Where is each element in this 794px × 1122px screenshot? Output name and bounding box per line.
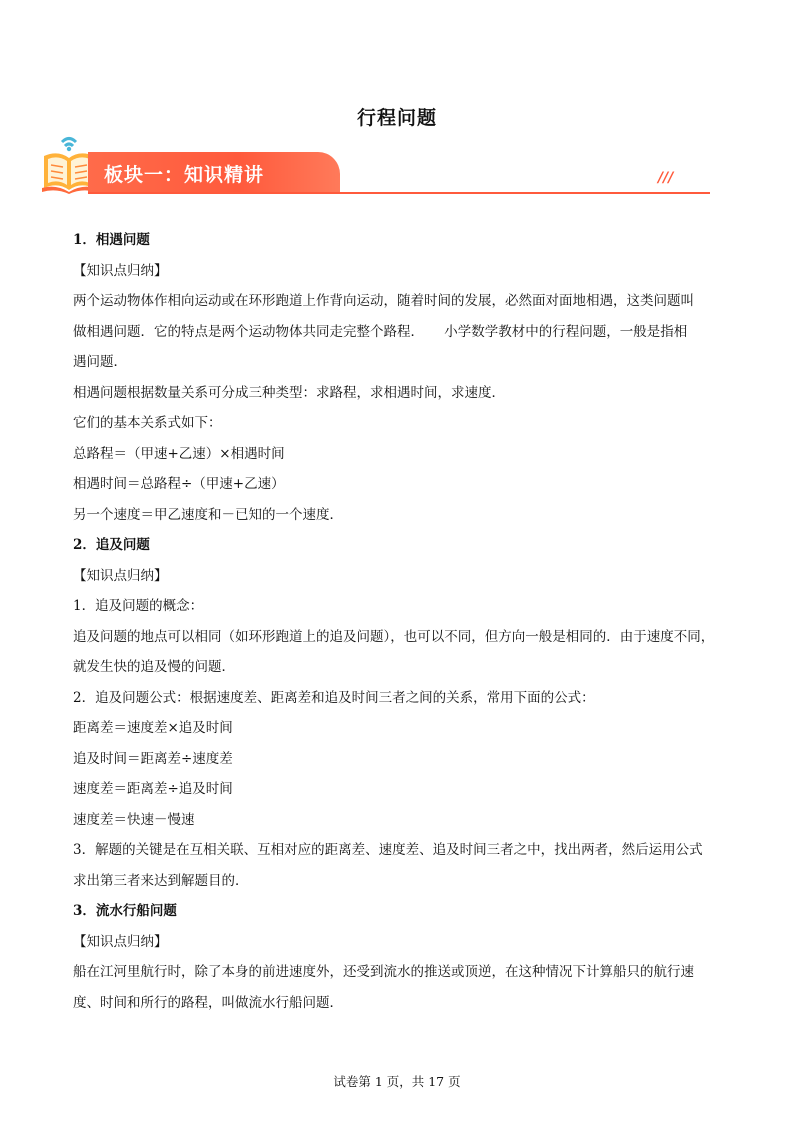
formula-line: 速度差＝距离差÷追及时间 xyxy=(73,781,233,797)
page-title: 行程问题 xyxy=(356,107,437,129)
document-body xyxy=(73,225,725,1018)
banner-underline xyxy=(88,192,710,194)
text-line: 【知识点归纳】 xyxy=(73,933,168,950)
banner-label: 板块一：知识精讲 xyxy=(104,164,265,186)
section-banner xyxy=(40,130,680,200)
text-line: 求出第三者来达到解题目的． xyxy=(73,872,249,889)
formula-line: 速度差＝快速－慢速 xyxy=(73,811,195,828)
formula-line: 总路程＝（甲速+乙速）×相遇时间 xyxy=(73,445,285,462)
formula-line: 相遇时间＝总路程÷（甲速+乙速） xyxy=(73,476,285,492)
banner-slash-decoration: /// xyxy=(658,170,674,186)
text-line: 它们的基本关系式如下： xyxy=(73,415,222,431)
text-line: 船在江河里航行时，除了本身的前进速度外，还受到流水的推送或顶逆，在这种情况下计算船只的航行速 xyxy=(73,964,694,980)
formula-line: 距离差＝速度差×追及时间 xyxy=(73,720,233,736)
text-line: 就发生快的追及慢的问题． xyxy=(73,659,235,675)
text-line: 【知识点归纳】 xyxy=(73,262,168,279)
text-line: 度、时间和所行的路程，叫做流水行船问题． xyxy=(73,994,343,1011)
section-heading: 1．相遇问题 xyxy=(73,232,150,248)
text-line: 做相遇问题．它的特点是两个运动物体共同走完整个路程． 小学数学教材中的行程问题，一般是指相 xyxy=(73,323,688,340)
text-line: 两个运动物体作相向运动或在环形跑道上作背向运动，随着时间的发展，必然面对面地相遇，这类问题叫 xyxy=(73,293,694,309)
text-line: 2．追及问题公式：根据速度差、距离差和追及时间三者之间的关系，常用下面的公式： xyxy=(73,689,595,706)
section-heading: 3．流水行船问题 xyxy=(73,903,177,919)
formula-line: 追及时间＝距离差÷速度差 xyxy=(73,750,233,767)
text-line: 追及问题的地点可以相同（如环形跑道上的追及问题），也可以不同，但方向一般是相同的．由于速度不同， xyxy=(73,628,715,645)
formula-line: 另一个速度＝甲乙速度和－已知的一个速度． xyxy=(73,506,343,523)
text-line: 3．解题的关键是在互相关联、互相对应的距离差、速度差、追及时间三者之中，找出两者，然后运用公式 xyxy=(73,842,703,858)
text-line: 1．追及问题的概念： xyxy=(73,598,204,614)
text-line: 遇问题． xyxy=(73,354,127,370)
section-heading: 2．追及问题 xyxy=(73,537,150,553)
text-line: 【知识点归纳】 xyxy=(73,567,168,584)
text-line: 相遇问题根据数量关系可分成三种类型：求路程，求相遇时间，求速度． xyxy=(73,384,505,401)
page-footer: 试卷第 1 页，共 17 页 xyxy=(333,1074,461,1089)
